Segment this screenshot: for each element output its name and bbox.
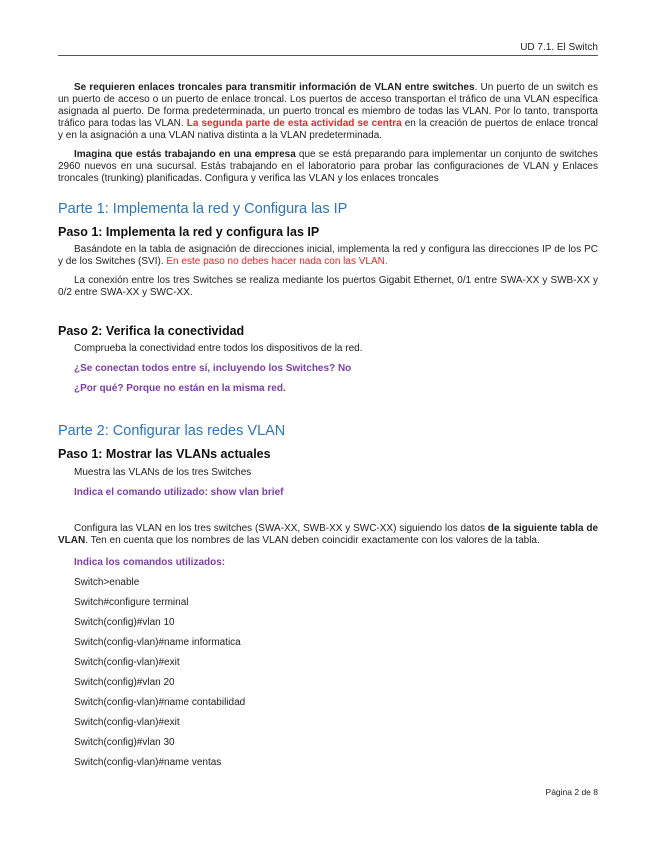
part1-step2-paragraph: Comprueba la conectividad entre todos los dispositivos de la red.	[74, 343, 363, 354]
command-line: Switch(config)#vlan 20	[74, 677, 175, 688]
part1-step2-question-1: ¿Se conectan todos entre sí, incluyendo los Switches? No	[74, 363, 352, 374]
intro-paragraph-1	[58, 82, 598, 142]
part1-title: Parte 1: Implementa la red y Configura las IP	[58, 201, 348, 217]
part2-step1-title: Paso 1: Mostrar las VLANs actuales	[58, 447, 271, 461]
command-line: Switch>enable	[74, 577, 140, 588]
part2-config-text-2: . Ten en cuenta que los nombres de las VLAN deben coincidir exactamente con los valores de la tabla.	[85, 535, 540, 546]
command-line: Switch(config-vlan)#exit	[74, 717, 180, 728]
part2-step1-paragraph: Muestra las VLANs de los tres Switches	[74, 467, 252, 478]
command-line: Switch#configure terminal	[74, 597, 189, 608]
intro-p2-bold: Imagina que estás trabajando en una empresa	[74, 149, 296, 160]
part2-commands-label: Indica los comandos utilizados:	[74, 557, 226, 568]
intro-p1-tail: en la creación de puertos de enlace troncal y en la asignación a una VLAN nativa distinta a la VLAN predeterminada.	[58, 118, 598, 141]
part1-step2-question-2: ¿Por qué? Porque no están en la misma red.	[74, 383, 286, 394]
page-number: Página 2 de 8	[545, 787, 598, 797]
document-body	[58, 82, 598, 777]
intro-p1-red: La segunda parte de esta actividad se centra	[186, 118, 402, 129]
part2-config-text-1: Configura las VLAN en los tres switches (SWA-XX, SWB-XX y SWC-XX) siguiendo los datos	[74, 523, 488, 534]
part2-config-paragraph	[58, 523, 598, 547]
intro-p1-bold: Se requieren enlaces troncales para transmitir información de VLAN entre switches	[74, 82, 475, 93]
command-line: Switch(config-vlan)#exit	[74, 657, 180, 668]
command-list	[58, 577, 598, 769]
command-line: Switch(config)#vlan 10	[74, 617, 175, 628]
intro-p1-text: . Un puerto de un switch es un puerto de acceso o un puerto de enlace troncal. Los puertos de acceso transportan el tráfico de una VLAN específica asignada al puerto. De forma predeterminada, un puerto troncal es miembro de todas las VLAN. Por lo tanto, transporta tráfico para todas las VLAN.	[58, 82, 598, 129]
part1-step1-p1-text: Basándote en la tabla de asignación de direcciones inicial, implementa la red y configura las direcciones IP de los PC y de los Switches (SVI).	[58, 244, 598, 267]
part1-step1-title: Paso 1: Implementa la red y configura las IP	[58, 225, 320, 239]
intro-paragraph-2	[58, 149, 598, 185]
command-line: Switch(config-vlan)#name ventas	[74, 757, 222, 768]
part1-step1-paragraph-2: La conexión entre los tres Switches se realiza mediante los puertos Gigabit Ethernet, 0/1 entre SWA-XX y SWB-XX y 0/2 entre SWA-XX y SWC-XX.	[58, 275, 598, 298]
part1-step1-p1-red: En este paso no debes hacer nada con las VLAN.	[166, 256, 388, 267]
part1-step1-paragraph-1	[58, 244, 598, 268]
page-header: UD 7.1. El Switch	[58, 42, 598, 56]
part2-title: Parte 2: Configurar las redes VLAN	[58, 423, 286, 439]
intro-p2-text: que se está preparando para implementar un conjunto de switches 2960 nuevos en una sucursal. Estás trabajando en el laboratorio para probar las configuraciones de VLAN y Enlaces troncales (trunking) planificadas. Configura y verifica las VLAN y los enlaces troncales	[58, 149, 598, 184]
part2-config-bold: de la siguiente tabla de VLAN	[58, 523, 599, 546]
part2-step1-command-label: Indica el comando utilizado: show vlan brief	[74, 487, 284, 498]
command-line: Switch(config-vlan)#name informatica	[74, 637, 241, 648]
part1-step2-title: Paso 2: Verifica la conectividad	[58, 324, 245, 338]
command-line: Switch(config)#vlan 30	[74, 737, 175, 748]
command-line: Switch(config-vlan)#name contabilidad	[74, 697, 246, 708]
